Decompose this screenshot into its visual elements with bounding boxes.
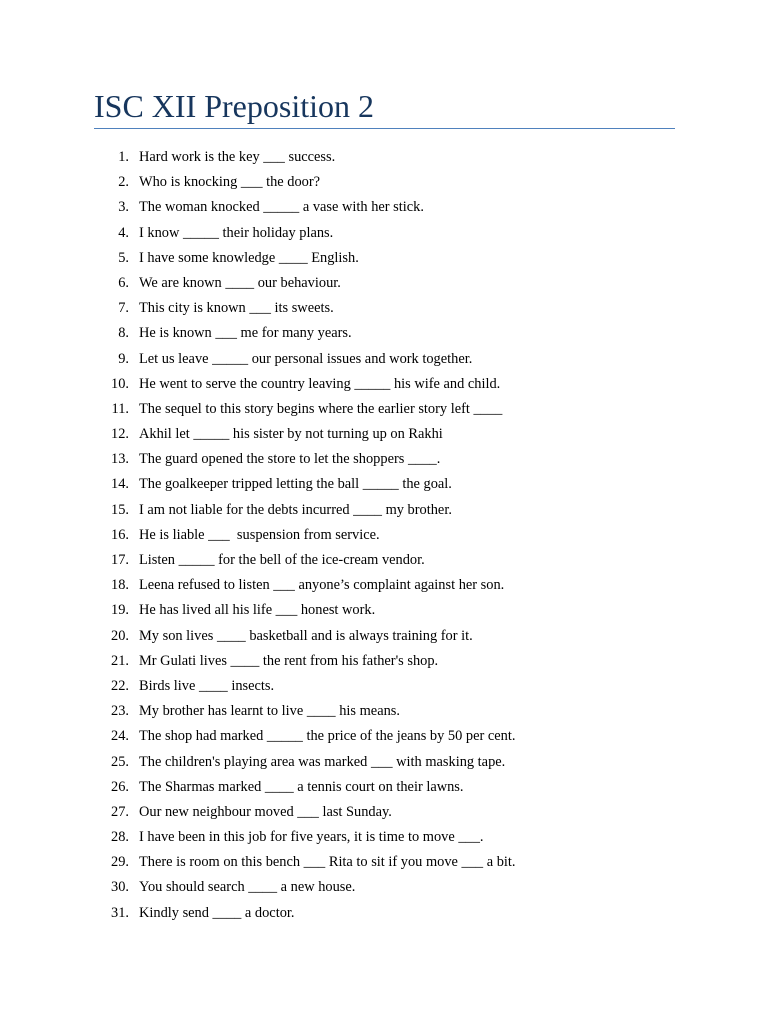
question-text: You should search ____ a new house. [139,879,356,896]
question-text: There is room on this bench ___ Rita to sit if you move ___ a bit. [139,854,516,871]
question-number: 9. [118,350,129,367]
question-number: 26. [111,778,129,795]
question-number: 1. [118,149,129,165]
question-text: He is known ___ me for many years. [139,325,352,342]
question-text: Kindly send ____ a doctor. [139,904,295,921]
question-number: 22. [111,677,129,694]
question-text: Akhil let _____ his sister by not turning up on Rakhi [139,426,443,443]
question-number: 18. [111,577,129,594]
question-number: 20. [111,627,129,644]
question-text: Our new neighbour moved ___ last Sunday. [139,803,392,820]
question-number: 27. [111,803,129,820]
question-number: 2. [118,174,129,191]
question-number: 24. [111,728,129,745]
question-text: The Sharmas marked ____ a tennis court on their lawns. [139,778,464,795]
question-text: Who is knocking ___ the door? [139,174,321,191]
question-text: Hard work is the key ___ success. [139,149,336,165]
question-number: 30. [111,879,129,896]
question-text: My brother has learnt to live ____ his means. [139,703,400,720]
question-number: 5. [118,249,129,266]
question-number: 15. [111,501,129,518]
question-text: He is liable ___ suspension from service. [139,526,380,543]
question-text: Birds live ____ insects. [139,677,275,694]
question-text: I know _____ their holiday plans. [139,224,334,241]
question-number: 13. [111,451,129,468]
question-number: 19. [111,602,129,619]
question-text: I am not liable for the debts incurred ____ my brother. [139,501,452,518]
question-text: The goalkeeper tripped letting the ball _____ the goal. [139,476,452,493]
question-text: The children's playing area was marked ___ with masking tape. [139,753,506,770]
question-number: 11. [111,400,129,417]
question-text: We are known ____ our behaviour. [139,274,341,291]
question-number: 21. [111,652,129,669]
question-text: The woman knocked _____ a vase with her stick. [139,199,424,216]
question-number: 31. [111,904,129,921]
question-number: 25. [111,753,129,770]
question-number: 28. [111,829,129,846]
question-number: 23. [111,703,129,720]
question-text: Let us leave _____ our personal issues and work together. [139,350,473,367]
question-number: 6. [118,274,129,291]
question-text: The sequel to this story begins where the earlier story left ____ [139,400,503,417]
question-text: Mr Gulati lives ____ the rent from his father's shop. [139,652,439,669]
page-title: ISC XII Preposition 2 [94,88,374,124]
question-number: 10. [111,375,129,392]
question-number: 7. [118,300,129,317]
question-number: 4. [118,224,129,241]
question-text: The guard opened the store to let the shoppers ____. [139,451,441,468]
question-text: I have some knowledge ____ English. [139,249,359,266]
question-number: 17. [111,552,129,568]
question-text: Leena refused to listen ___ anyone’s complaint against her son. [139,577,505,594]
question-number: 8. [118,325,129,342]
question-number: 16. [111,526,129,543]
question-text: This city is known ___ its sweets. [139,300,334,317]
question-text: Listen _____ for the bell of the ice-cream vendor. [139,552,425,568]
question-number: 14. [111,476,129,493]
title-divider [94,128,675,129]
question-number: 3. [118,199,129,216]
question-text: My son lives ____ basketball and is always training for it. [139,627,473,644]
question-text: He has lived all his life ___ honest work. [139,602,376,619]
question-number: 29. [111,854,129,871]
question-text: He went to serve the country leaving _____ his wife and child. [139,375,501,392]
question-text: The shop had marked _____ the price of the jeans by 50 per cent. [139,728,516,745]
question-number: 12. [111,426,129,443]
question-text: I have been in this job for five years, it is time to move ___. [139,829,484,846]
